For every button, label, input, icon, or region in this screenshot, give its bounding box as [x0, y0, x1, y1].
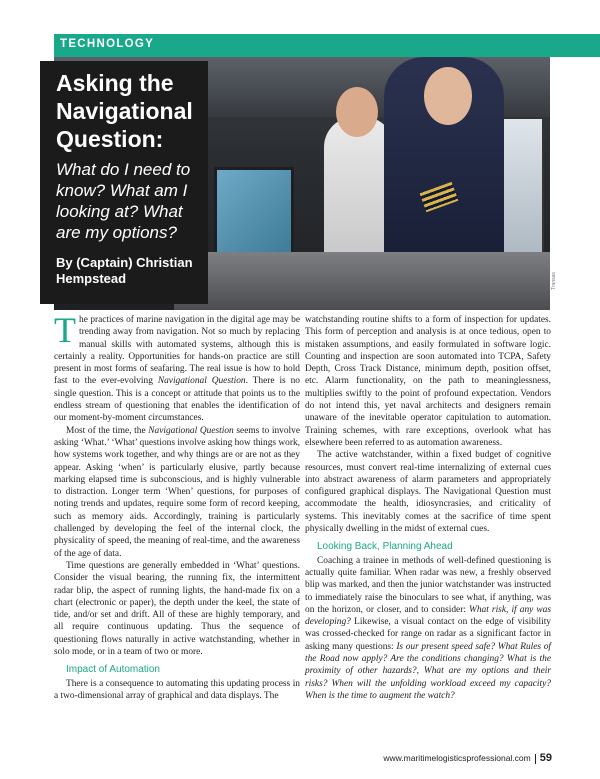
- paragraph: [54, 425, 300, 560]
- page-number: 59: [539, 752, 552, 764]
- photo-chart-display: [214, 167, 294, 257]
- subhead: Impact of Automation: [66, 664, 160, 676]
- article-title: Asking the Navigational Question:: [56, 70, 193, 152]
- paragraph: watchstanding routine shifts to a form of inspection for updates. This form of perception and analysis is at once tedious, open to mistaken assumptions, and easily formulated in software logic. Counting and inspection are soon automated into TCPA, Safety Depth, Cross Track Distance, minimum depth, position offset, etc. Alarm functionality, on the path to meaninglessness, multiplies swiftly to the point of profound expectation. Vendors do not intend this, yet naval architects and designers remain unaware of the inevitable operator capitulation to automation. Training schemes, with rare exceptions, overlook what has elsewhere been referred to as automation awareness.: [305, 315, 551, 448]
- text: . There is no single question. This is a concept or attitude that points us to the endless stream of questioning that enables the identification of our moment-by-moment circumstances.: [54, 376, 300, 424]
- paragraph: Time questions are generally embedded in ‘What’ questions. Consider the visual bearing, the running fix, the intermittent radar blip, the aspect of running lights, the hand-made fix on a chart (electronic or paper), the depth under the keel, the state of tide, and/or set and drift. All of these are highly temporary, and all require continuous updating. Thus the sequence of questioning flows naturally in active watchstanding, whether in solo mode, or in a team of two or more.: [54, 560, 300, 658]
- footer-divider: [535, 754, 536, 764]
- article-byline: By (Captain) Christian Hempstead: [56, 255, 193, 286]
- subhead: Looking Back, Planning Ahead: [317, 541, 453, 553]
- article-subtitle: What do I need to know? What am I looking at? What are my options?: [56, 160, 191, 242]
- text: seems to involve asking ‘What.’ ‘What’ questions involve asking how things work, how systems work together, and why things are or are not as they appear. Asking ‘when’ is particularly elusive, partly because marking elapsed time is subconscious, and is highly vulnerable to distraction. Longer term ‘When’ questions, for purposes of noting trends and updates, require some form of record keeping, such as memory aids. Accordingly, training is particularly challenged by developing the feel of the internal clock, the physicality of speed, the meaning of real-time, and the awareness of the age of data.: [54, 425, 301, 559]
- text-italic: Navigational Question: [148, 425, 234, 436]
- left-column: [54, 310, 301, 702]
- text: Most of the time, the: [66, 425, 149, 436]
- text-italic: What risk, if any was developing?: [305, 604, 551, 628]
- text: Likewise, a visual contact on the edge of visibility was crossed-checked for range on radar as a significant factor in asking many questions:: [305, 617, 551, 652]
- photo-credit: Transas: [551, 272, 557, 290]
- paragraph: [305, 555, 551, 703]
- text-italic: Navigational Question: [157, 376, 246, 387]
- photo-crew-head: [336, 87, 378, 137]
- drop-cap: T: [54, 310, 76, 350]
- paragraph: The active watchstander, within a fixed budget of cognitive resources, must convert real-time internalizing of external cues into abstract awareness of alarm parameters and appropriately configured graphical displays. The Navigational Question must accommodate the health, idiosyncrasies, and criticality of systems. This inevitably comes at the sacrifice of time spent physically dwelling in the midst of external cues.: [305, 450, 551, 535]
- paragraph: [54, 310, 300, 425]
- paragraph: There is a consequence to automating this updating process in a two-dimensional array of graphical and data displays. The: [54, 678, 300, 701]
- section-label: TECHNOLOGY: [60, 38, 155, 50]
- text-italic: Is our present speed safe? What Rules of the Road now apply? Are the conditions changing? What is the proximity of other hazards?, What are my options and their risks? When will the unfolding workload exceed my capacity? When is the time to augment the watch?: [305, 641, 552, 701]
- footer-url[interactable]: www.maritimelogisticsprofessional.com: [383, 753, 531, 763]
- photo-console: [174, 252, 550, 310]
- photo-officer-head: [424, 67, 472, 125]
- title-box: [40, 61, 208, 304]
- page-footer: [383, 752, 552, 764]
- right-column: [305, 314, 551, 702]
- text: he practices of marine navigation in the digital age may be trending away from navigation. Not so much by replacing manual skills with automated systems, although this is certainly a reality. Opportunities for hands-on practice are still present in most forms of seafaring. The real issue is how to hold fast to the ever-evolving: [54, 315, 300, 387]
- text: Coaching a trainee in methods of well-defined questioning is actually quite familiar. When radar was new, a freshly observed blip was marked, and then the junior watchstander was instructed to immediately raise the binoculars to see what, if anything, was on the horizon, or closer, and to consider:: [305, 555, 551, 615]
